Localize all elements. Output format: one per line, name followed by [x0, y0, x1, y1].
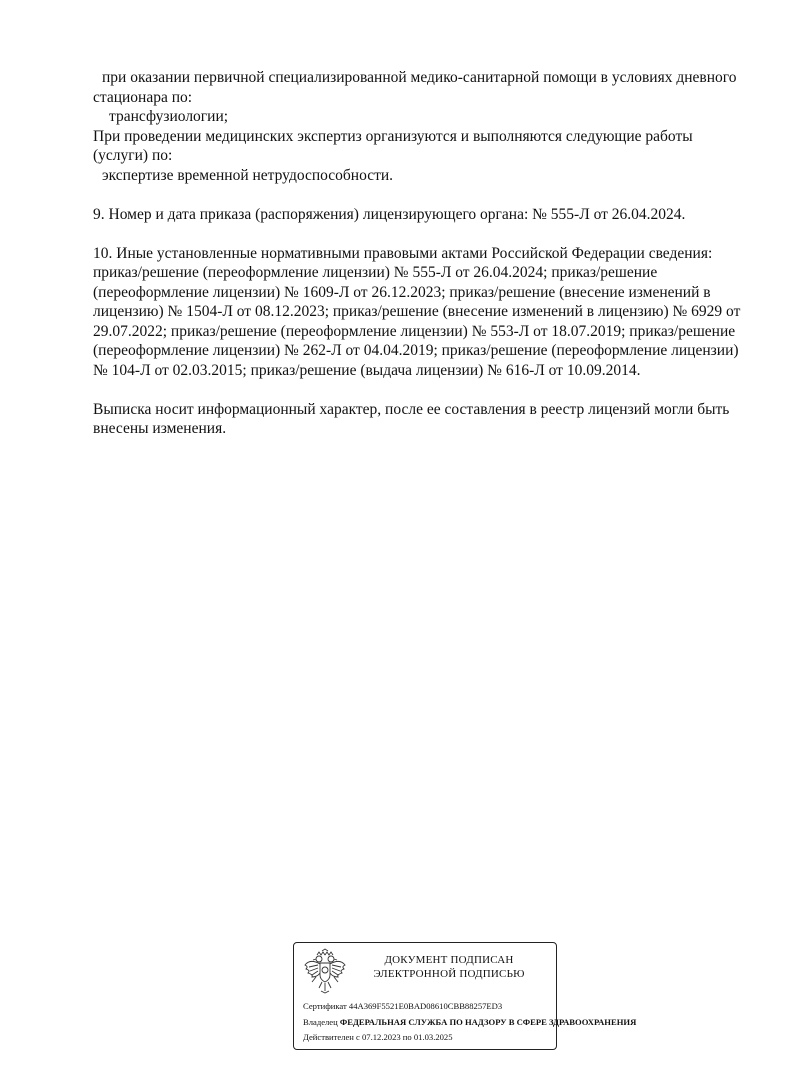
- stamp-title-line: ЭЛЕКТРОННОЙ ПОДПИСЬЮ: [373, 968, 525, 980]
- text-line: № 104-Л от 02.03.2015; приказ/решение (выдача лицензии) № 616-Л от 10.09.2014.: [93, 361, 641, 379]
- text-line: (услуги) по:: [93, 147, 173, 164]
- owner-value: ФЕДЕРАЛЬНАЯ СЛУЖБА ПО НАДЗОРУ В СФЕРЕ ЗДРАВООХРАНЕНИЯ: [339, 1017, 637, 1027]
- text-line: при оказании первичной специализированной медико-санитарной помощи в условиях дневного: [102, 69, 737, 86]
- text-line: (переоформление лицензии) № 262-Л от 04.04.2019; приказ/решение (переоформление лицензии): [93, 342, 739, 359]
- order-number-line: 9. Номер и дата приказа (распоряжения) лицензирующего органа: № 555-Л от 26.04.2024.: [93, 205, 686, 223]
- certificate-label: Сертификат: [303, 1001, 347, 1011]
- electronic-signature-stamp: [293, 942, 637, 1050]
- text-line: 10. Иные установленные нормативными правовыми актами Российской Федерации сведения:: [93, 244, 713, 262]
- text-line: лицензию) № 1504-Л от 08.12.2023; приказ/решение (внесение изменений в лицензию) № 6929 от: [93, 303, 741, 320]
- paragraph-spacer: [93, 380, 773, 400]
- text-line: (переоформление лицензии) № 1609-Л от 26.12.2023; приказ/решение (внесение изменений в: [93, 283, 711, 301]
- notice-paragraph: [93, 400, 773, 439]
- owner-label: Владелец: [303, 1017, 338, 1027]
- paragraph-spacer: [93, 185, 773, 205]
- paragraph-spacer: [93, 224, 773, 244]
- text-line: трансфузиологии;: [109, 108, 229, 125]
- validity-row: Действителен с 07.12.2023 по 01.03.2025: [303, 1032, 453, 1042]
- other-info-paragraph: [93, 244, 773, 381]
- text-line: 29.07.2022; приказ/решение (переоформление лицензии) № 553-Л от 18.07.2019; приказ/решение: [93, 322, 736, 340]
- stamp-title: [354, 953, 544, 981]
- text-line: При проведении медицинских экспертиз организуются и выполняются следующие работы: [93, 127, 693, 145]
- text-line: стационара по:: [93, 88, 193, 106]
- certificate-row: [303, 1001, 502, 1012]
- text-line: внесены изменения.: [93, 420, 227, 437]
- document-body: [93, 68, 773, 439]
- stamp-title-line: ДОКУМЕНТ ПОДПИСАН: [384, 954, 514, 966]
- double-headed-eagle-icon: [303, 949, 347, 995]
- text-line: приказ/решение (переоформление лицензии) № 555-Л от 26.04.2024; приказ/решение: [93, 264, 658, 281]
- text-line: экспертизе временной нетрудоспособности.: [102, 166, 394, 184]
- text-line: Выписка носит информационный характер, после ее составления в реестр лицензий могли быть: [93, 400, 730, 418]
- certificate-value: 44A369F5521E0BAD08610CBB88257ED3: [348, 1001, 503, 1011]
- owner-row: [303, 1017, 636, 1028]
